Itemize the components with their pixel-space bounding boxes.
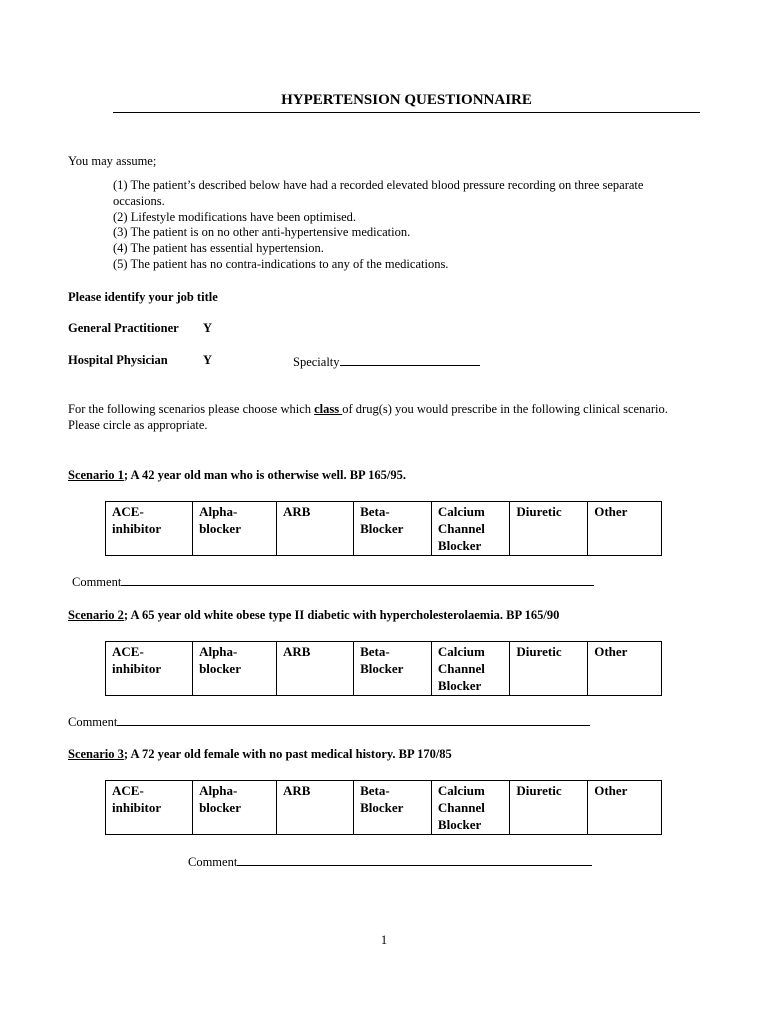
gp-option-y[interactable]: Y xyxy=(203,321,213,335)
drug-option-text: Diuretic xyxy=(516,504,562,519)
drug-option-text: Alpha- xyxy=(199,504,238,519)
page-number: 1 xyxy=(380,933,388,947)
specialty-label: Specialty xyxy=(293,355,340,369)
drug-option-text: Diuretic xyxy=(516,783,562,798)
comment-label: Comment xyxy=(188,855,238,869)
assumption-item: (1) The patient’s described below have had a recorded elevated blood pressure recording on three separate occasions. xyxy=(113,178,644,208)
drug-option-text: ACE- xyxy=(112,504,144,519)
instructions-text: For the following scenarios please choose which xyxy=(68,402,315,416)
drug-option-text: Blocker xyxy=(360,661,404,676)
specialty-field xyxy=(293,353,480,370)
drug-option-text: ARB xyxy=(283,783,311,798)
drug-option-text: Blocker xyxy=(437,538,482,553)
drug-option-text: ARB xyxy=(283,644,311,659)
drug-option-text: Beta- xyxy=(360,783,390,798)
drug-option-text: Other xyxy=(594,504,628,519)
comment-input[interactable] xyxy=(121,573,594,586)
comment-scenario-2 xyxy=(68,713,590,730)
scenario-description: A 72 year old female with no past medical history. BP 170/85 xyxy=(128,747,452,761)
drug-option-arb[interactable] xyxy=(277,642,354,696)
scenario-label: Scenario 3 xyxy=(68,747,124,761)
scenario-sep: ; xyxy=(123,468,129,482)
drug-option-alpha-blocker[interactable] xyxy=(193,642,277,696)
assumption-item: (4) The patient has essential hypertension. xyxy=(113,241,324,256)
hospital-option-y[interactable]: Y xyxy=(203,353,213,367)
assumptions-intro: You may assume; xyxy=(68,154,157,168)
drug-option-text: Blocker xyxy=(437,817,482,832)
scenario-description: A 42 year old man who is otherwise well. BP 165/95. xyxy=(128,468,406,482)
drug-option-ace-inhibitor[interactable] xyxy=(106,781,193,835)
job-title-prompt: Please identify your job title xyxy=(68,290,218,304)
instructions-circle: Please circle as appropriate. xyxy=(68,417,208,432)
assumptions-list xyxy=(113,178,673,273)
instructions-text-cont: of drug(s) you would prescribe in the following clinical scenario. xyxy=(342,402,668,416)
drug-option-text: Blocker xyxy=(360,521,404,536)
drug-option-text: inhibitor xyxy=(112,521,162,536)
drug-table-scenario-1 xyxy=(105,501,662,556)
drug-option-text: inhibitor xyxy=(112,661,162,676)
scenario-sep: ; xyxy=(123,608,129,622)
drug-option-text: Channel xyxy=(437,800,485,815)
drug-option-text: Calcium xyxy=(437,644,485,659)
assumption-item: (3) The patient is on no other anti-hypertensive medication. xyxy=(113,225,411,240)
class-emphasis: class xyxy=(314,402,343,416)
drug-option-arb[interactable] xyxy=(277,781,354,835)
drug-option-calcium-channel-blocker[interactable] xyxy=(431,642,509,696)
drug-option-text: blocker xyxy=(199,521,241,536)
drug-option-text: Beta- xyxy=(360,504,390,519)
drug-option-text: Channel xyxy=(437,521,485,536)
drug-table-scenario-2 xyxy=(105,641,662,696)
drug-option-text: Alpha- xyxy=(199,783,238,798)
drug-option-other[interactable] xyxy=(588,502,662,556)
drug-option-alpha-blocker[interactable] xyxy=(193,502,277,556)
assumption-item: (5) The patient has no contra-indications to any of the medications. xyxy=(113,256,449,271)
page-title: HYPERTENSION QUESTIONNAIRE xyxy=(281,92,532,108)
drug-option-text: Calcium xyxy=(437,783,485,798)
drug-option-text: Alpha- xyxy=(199,644,238,659)
drug-option-alpha-blocker[interactable] xyxy=(193,781,277,835)
drug-option-beta-blocker[interactable] xyxy=(354,502,432,556)
drug-option-beta-blocker[interactable] xyxy=(354,642,432,696)
hospital-physician-label: Hospital Physician xyxy=(68,353,168,367)
drug-option-diuretic[interactable] xyxy=(510,502,588,556)
comment-scenario-3 xyxy=(188,853,592,870)
scenario-label: Scenario 1 xyxy=(68,468,124,482)
drug-option-other[interactable] xyxy=(588,642,662,696)
scenario-1-heading xyxy=(68,468,406,483)
specialty-input[interactable] xyxy=(340,353,480,366)
drug-option-calcium-channel-blocker[interactable] xyxy=(431,781,509,835)
drug-option-text: inhibitor xyxy=(112,800,162,815)
drug-option-other[interactable] xyxy=(588,781,662,835)
scenario-2-heading xyxy=(68,608,559,623)
drug-option-ace-inhibitor[interactable] xyxy=(106,642,193,696)
comment-input[interactable] xyxy=(237,853,592,866)
drug-option-text: Blocker xyxy=(437,678,482,693)
drug-option-arb[interactable] xyxy=(277,502,354,556)
scenario-sep: ; xyxy=(123,747,129,761)
drug-option-text: ACE- xyxy=(112,644,144,659)
drug-option-text: Beta- xyxy=(360,644,390,659)
comment-label: Comment xyxy=(72,575,122,589)
drug-option-calcium-channel-blocker[interactable] xyxy=(431,502,509,556)
drug-option-ace-inhibitor[interactable] xyxy=(106,502,193,556)
drug-option-diuretic[interactable] xyxy=(510,781,588,835)
gp-label: General Practitioner xyxy=(68,321,179,335)
drug-option-text: Blocker xyxy=(360,800,404,815)
drug-option-text: Channel xyxy=(437,661,485,676)
assumption-item: (2) Lifestyle modifications have been optimised. xyxy=(113,209,356,224)
title-underline xyxy=(113,112,700,113)
instructions xyxy=(68,402,708,433)
drug-option-text: Calcium xyxy=(437,504,485,519)
scenario-3-heading xyxy=(68,747,452,762)
drug-option-text: ACE- xyxy=(112,783,144,798)
comment-input[interactable] xyxy=(117,713,590,726)
drug-option-text: blocker xyxy=(199,661,241,676)
comment-scenario-1 xyxy=(72,573,594,590)
drug-table-scenario-3 xyxy=(105,780,662,835)
scenario-description: A 65 year old white obese type II diabetic with hypercholesterolaemia. BP 165/90 xyxy=(128,608,560,622)
drug-option-beta-blocker[interactable] xyxy=(354,781,432,835)
drug-option-text: Other xyxy=(594,783,628,798)
comment-label: Comment xyxy=(68,715,118,729)
drug-option-text: blocker xyxy=(199,800,241,815)
scenario-label: Scenario 2 xyxy=(68,608,124,622)
drug-option-text: Other xyxy=(594,644,628,659)
drug-option-text: ARB xyxy=(283,504,311,519)
drug-option-diuretic[interactable] xyxy=(510,642,588,696)
drug-option-text: Diuretic xyxy=(516,644,562,659)
